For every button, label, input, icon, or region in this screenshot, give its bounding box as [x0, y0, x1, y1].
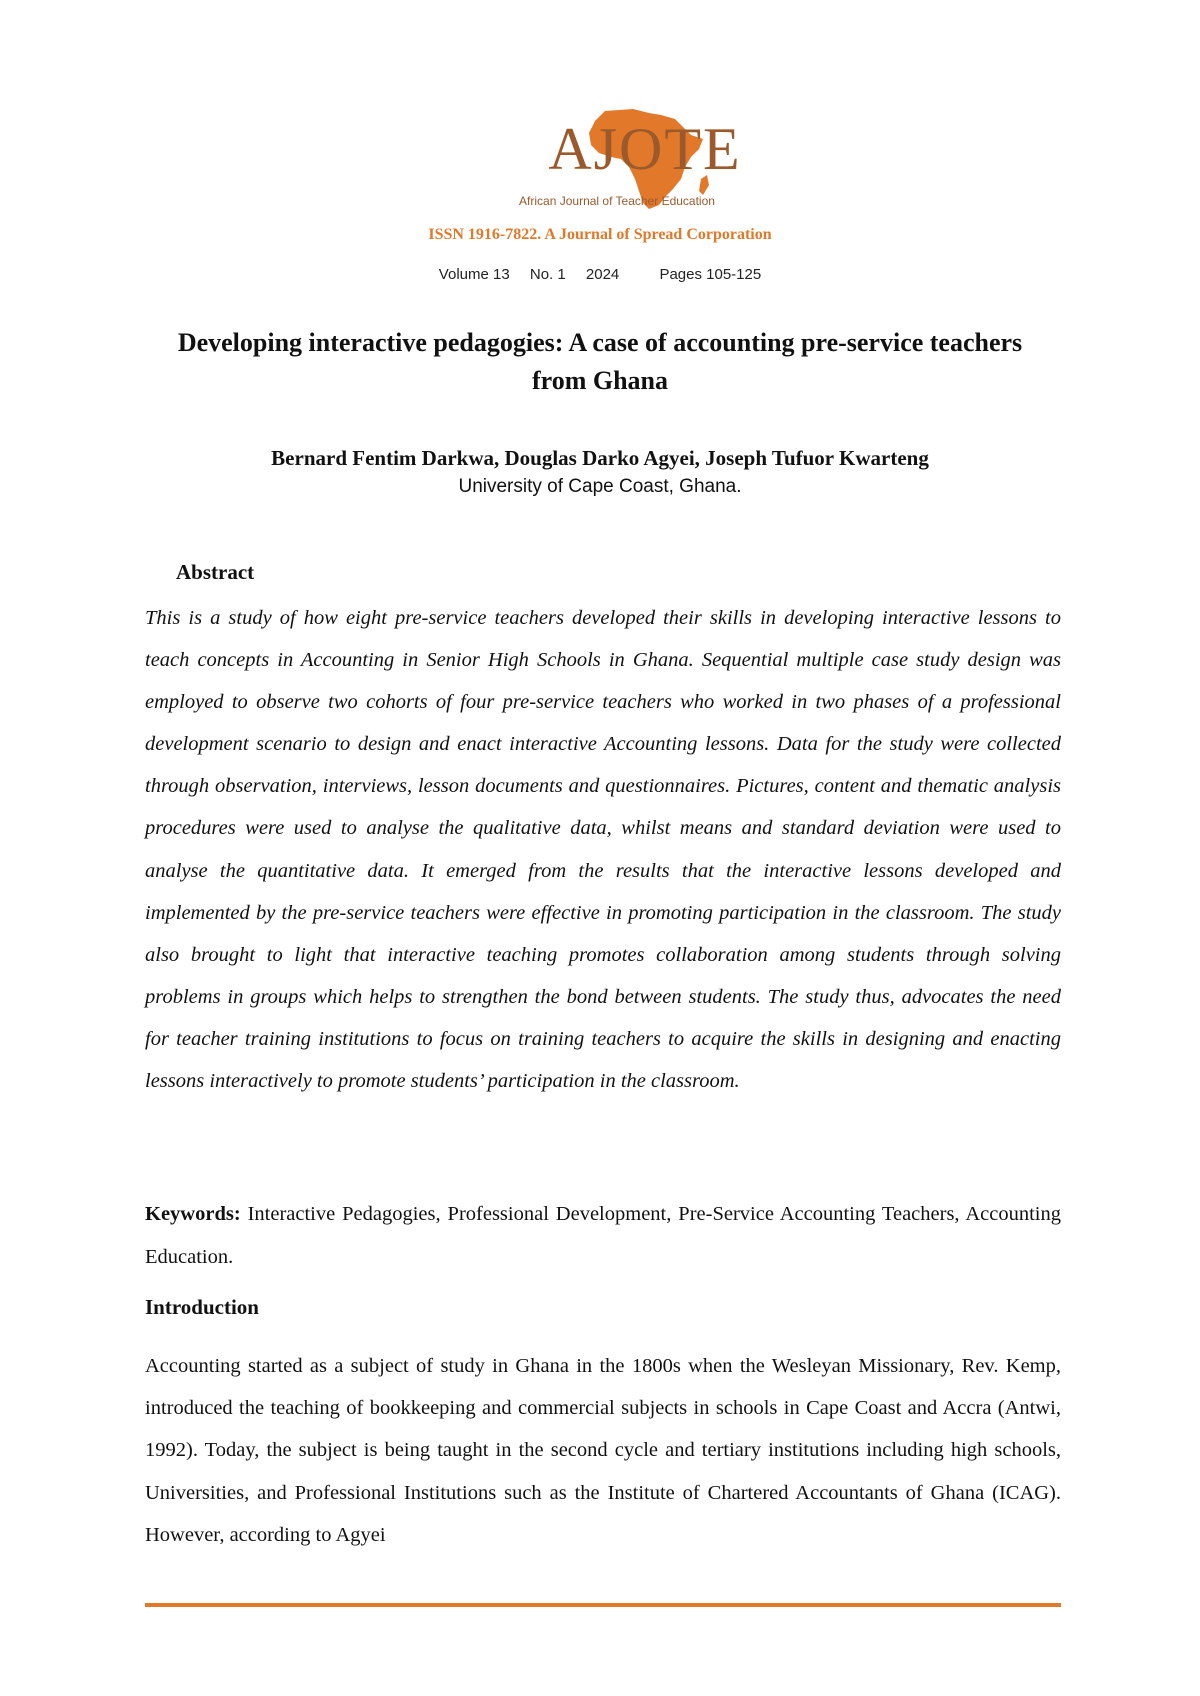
- author-list: Bernard Fentim Darkwa, Douglas Darko Agyei, Joseph Tufuor Kwarteng: [271, 446, 929, 470]
- volume-number: Volume 13: [438, 266, 510, 283]
- keywords-text: Interactive Pedagogies, Professional Development, Pre-Service Accounting Teachers, Accounting Education.: [145, 1203, 1061, 1268]
- keywords-paragraph: [145, 1193, 1061, 1278]
- footer-divider: [145, 1603, 1061, 1607]
- logo-wordmark: AJOTE: [548, 116, 742, 182]
- article-title: Developing interactive pedagogies: A case of accounting pre-service teachers from Ghana: [177, 328, 1023, 395]
- page-range: Pages 105-125: [659, 266, 762, 283]
- issue-number: No. 1: [529, 266, 566, 283]
- introduction-text: Accounting started as a subject of study in Ghana in the 1800s when the Wesleyan Missionary, Rev. Kemp, introduced the teaching of bookkeeping and commercial subjects in schools in Cape Coast and Accra (Antwi, 1992). Today, the subject is being taught in the second cycle and tertiary institutions including high schools, Universities, and Professional Institutions such as the Institute of Chartered Accountants of Ghana (ICAG). However, according to Agyei: [145, 1355, 1061, 1546]
- author-affiliation: University of Cape Coast, Ghana.: [458, 476, 742, 497]
- introduction-heading: Introduction: [145, 1295, 259, 1319]
- issn-line: ISSN 1916-7822. A Journal of Spread Corporation: [428, 226, 772, 243]
- keywords-label: Keywords:: [145, 1203, 241, 1225]
- ajote-logo-graphic: [515, 105, 775, 225]
- publication-year: 2024: [585, 266, 620, 283]
- volume-line: [0, 266, 1200, 283]
- journal-logo: [515, 105, 775, 225]
- logo-subtitle: African Journal of Teacher Education: [519, 194, 715, 208]
- abstract-text: This is a study of how eight pre-service teachers developed their skills in developing interactive lessons to teach concepts in Accounting in Senior High Schools in Ghana. Sequential multiple case study design was employed to observe two cohorts of four pre-service teachers who worked in two phases of a professional development scenario to design and enact interactive Accounting lessons. Data for the study were collected through observation, interviews, lesson documents and questionnaires. Pictures, content and thematic analysis procedures were used to analyse the qualitative data, whilst means and standard deviation were used to analyse the quantitative data. It emerged from the results that the interactive lessons developed and implemented by the pre-service teachers were effective in promoting participation in the classroom. The study also brought to light that interactive teaching promotes collaboration among students through solving problems in groups which helps to strengthen the bond between students. The study thus, advocates the need for teacher training institutions to focus on training teachers to acquire the skills in designing and enacting lessons interactively to promote students’ participation in the classroom.: [145, 607, 1061, 1093]
- abstract-heading: Abstract: [176, 560, 255, 584]
